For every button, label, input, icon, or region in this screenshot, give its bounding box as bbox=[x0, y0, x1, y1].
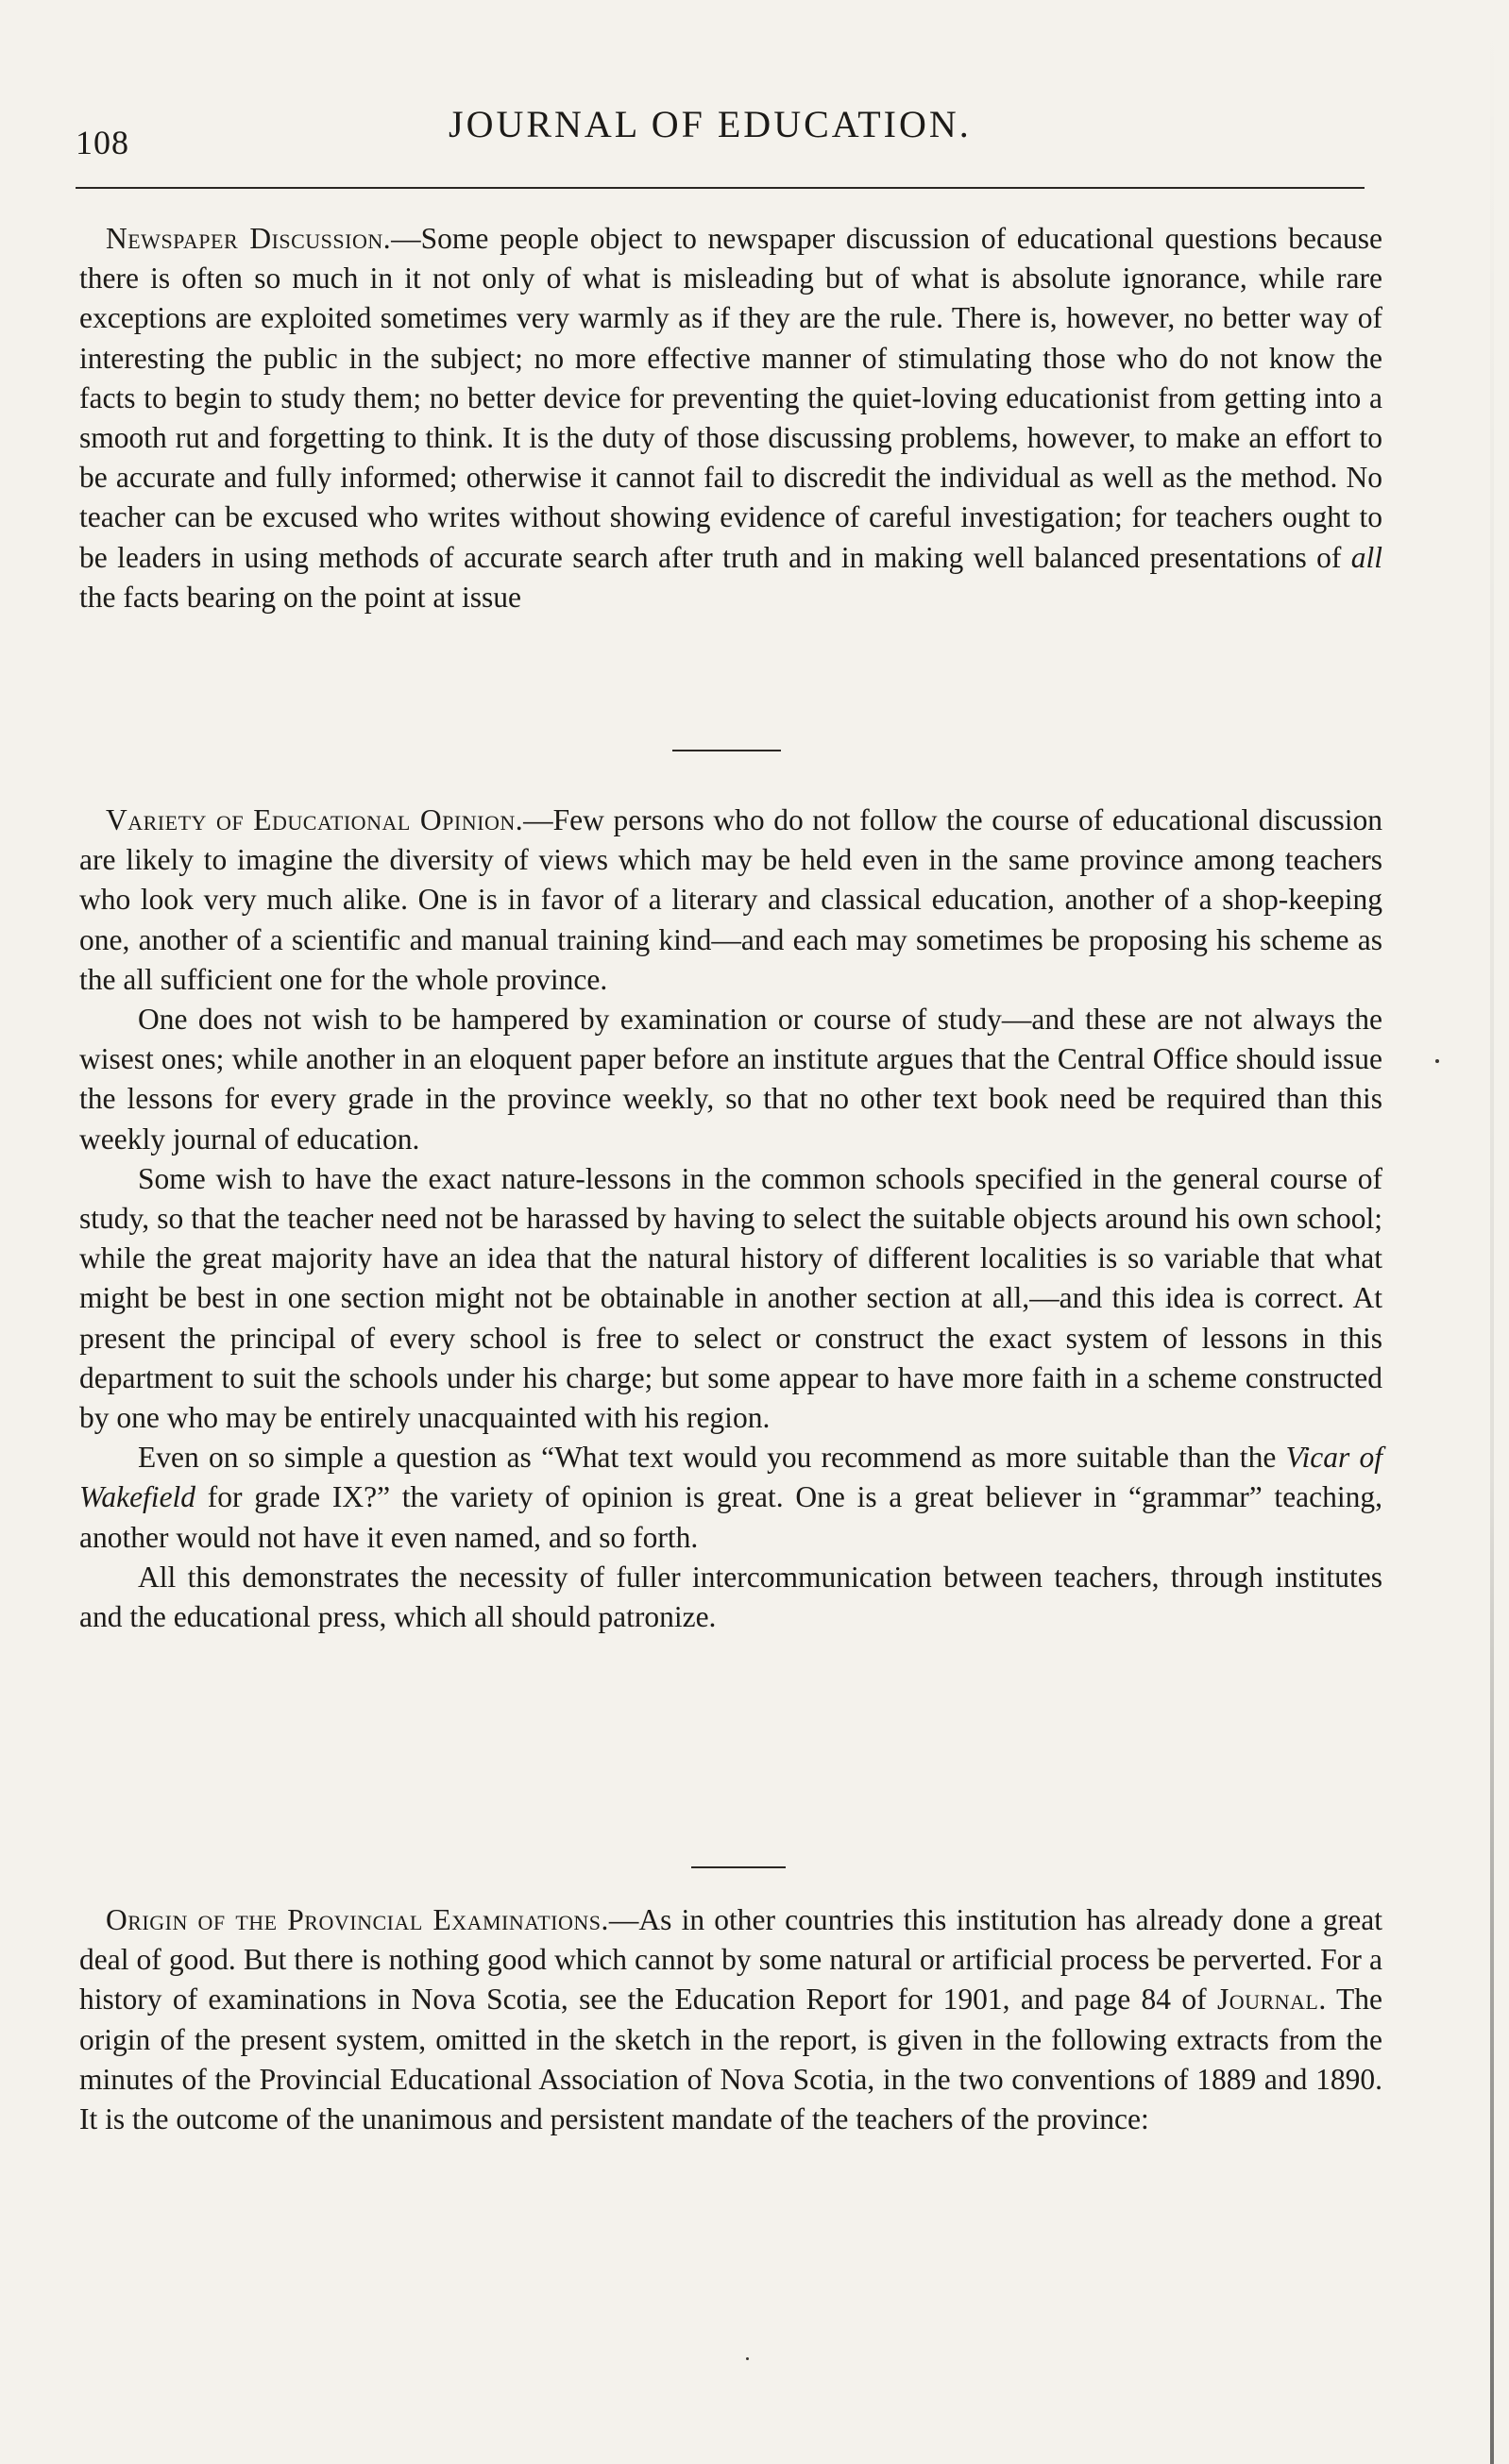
article-body-text: —Some people object to newspaper discussion of educational questions because there is often so much in it not only of what is misleading but of what is absolute ignorance, while rare exceptions are exploited sometimes very warmly as if they are the rule. There is, however, no better way of interesting the public in the subject; no more effective manner of stimulating those who do not know the facts to begin to study them; no better device for preventing the quiet-loving educationist from getting into a smooth rut and forgetting to think. It is the duty of those discussing problems, however, to make an effort to be accurate and fully informed; otherwise it cannot fail to discredit the individual as well as the method. No teacher can be excused who writes without showing evidence of careful investigation; for teachers ought to be leaders in using methods of accurate search after truth and in making well balanced presentations of all the facts bearing on the point at issue bbox=[79, 222, 1382, 614]
article-newspaper-discussion bbox=[79, 219, 1382, 617]
article-paragraph bbox=[79, 1438, 1382, 1558]
article-variety-of-opinion bbox=[79, 801, 1382, 1637]
article-body-text: Even on so simple a question as “What text would you recommend as more suitable than the bbox=[138, 1441, 1286, 1475]
scan-speck bbox=[746, 2357, 749, 2360]
running-title: JOURNAL OF EDUCATION. bbox=[449, 103, 972, 145]
article-paragraph: One does not wish to be hampered by examination or course of study—and these are not always the wisest ones; while another in an eloquent paper before an institute argues that the Central Office should issue the lessons for every grade in the province weekly, so that no other text book need be required than this weekly journal of education. bbox=[79, 1003, 1382, 1156]
journal-reference: Journal bbox=[1216, 1983, 1319, 2017]
section-divider bbox=[691, 1866, 786, 1868]
page-number: 108 bbox=[76, 124, 129, 161]
article-paragraph: Some wish to have the exact nature-lessons in the common schools specified in the general course of study, so that the teacher need not be harassed by having to select the suitable objects around his own school; while the great majority have an idea that the natural history of different localities is so variable that what might be best in one section might not be obtainable in another section at all,—and this idea is correct. At present the principal of every school is free to select or construct the exact system of lessons in this department to suit the schools under his charge; but some appear to have more faith in a scheme constructed by one who may be entirely unacquainted with his region. bbox=[79, 1161, 1382, 1435]
article-heading: Variety of Educational Opinion. bbox=[106, 803, 524, 836]
page-header bbox=[76, 102, 1365, 159]
article-body-text: —As in other countries this institution has already done a great deal of good. But there is nothing good which cannot by some natural or artificial process be perverted. For a history of examinations in Nova Scotia, see the Education Report for 1901, and page 84 of bbox=[79, 1903, 1383, 2017]
article-heading: Newspaper Discussion. bbox=[106, 222, 392, 255]
article-paragraph bbox=[79, 1900, 1382, 2139]
header-rule bbox=[76, 187, 1365, 189]
article-heading: Origin of the Provincial Examinations. bbox=[106, 1903, 609, 1936]
scan-edge-shadow bbox=[1490, 0, 1494, 2464]
article-origin-of-examinations bbox=[79, 1900, 1382, 2139]
article-paragraph bbox=[79, 801, 1382, 1000]
scan-speck bbox=[1435, 1059, 1439, 1063]
article-body-text: . The origin of the present system, omitted in the sketch in the report, is given in the following extracts from the minutes of the Provincial Educational Association of Nova Scotia, in the two conventions of 1889 and 1890. It is the outcome of the unanimous and persistent mandate of the teachers of the province: bbox=[79, 1983, 1382, 2136]
section-divider bbox=[672, 750, 781, 751]
article-paragraph: All this demonstrates the necessity of fuller intercommunication between teachers, through institutes and the educational press, which all should patronize. bbox=[79, 1560, 1382, 1634]
emphasis-word: all bbox=[1350, 540, 1382, 574]
article-body-text: for grade IX?” the variety of opinion is great. One is a great believer in “grammar” teaching, another would not have it even named, and so forth. bbox=[79, 1480, 1382, 1554]
article-paragraph bbox=[79, 219, 1382, 617]
book-title: Vicar of Wakefield bbox=[79, 1441, 1382, 1514]
article-body-text: —Few persons who do not follow the course of educational discussion are likely to imagine the diversity of views which may be held even in the same province among teachers who look very much alike. One is in favor of a literary and classical education, another of a shop-keeping one, another of a scientific and manual training kind—and each may sometimes be proposing his scheme as the all sufficient one for the whole province. bbox=[79, 803, 1382, 996]
